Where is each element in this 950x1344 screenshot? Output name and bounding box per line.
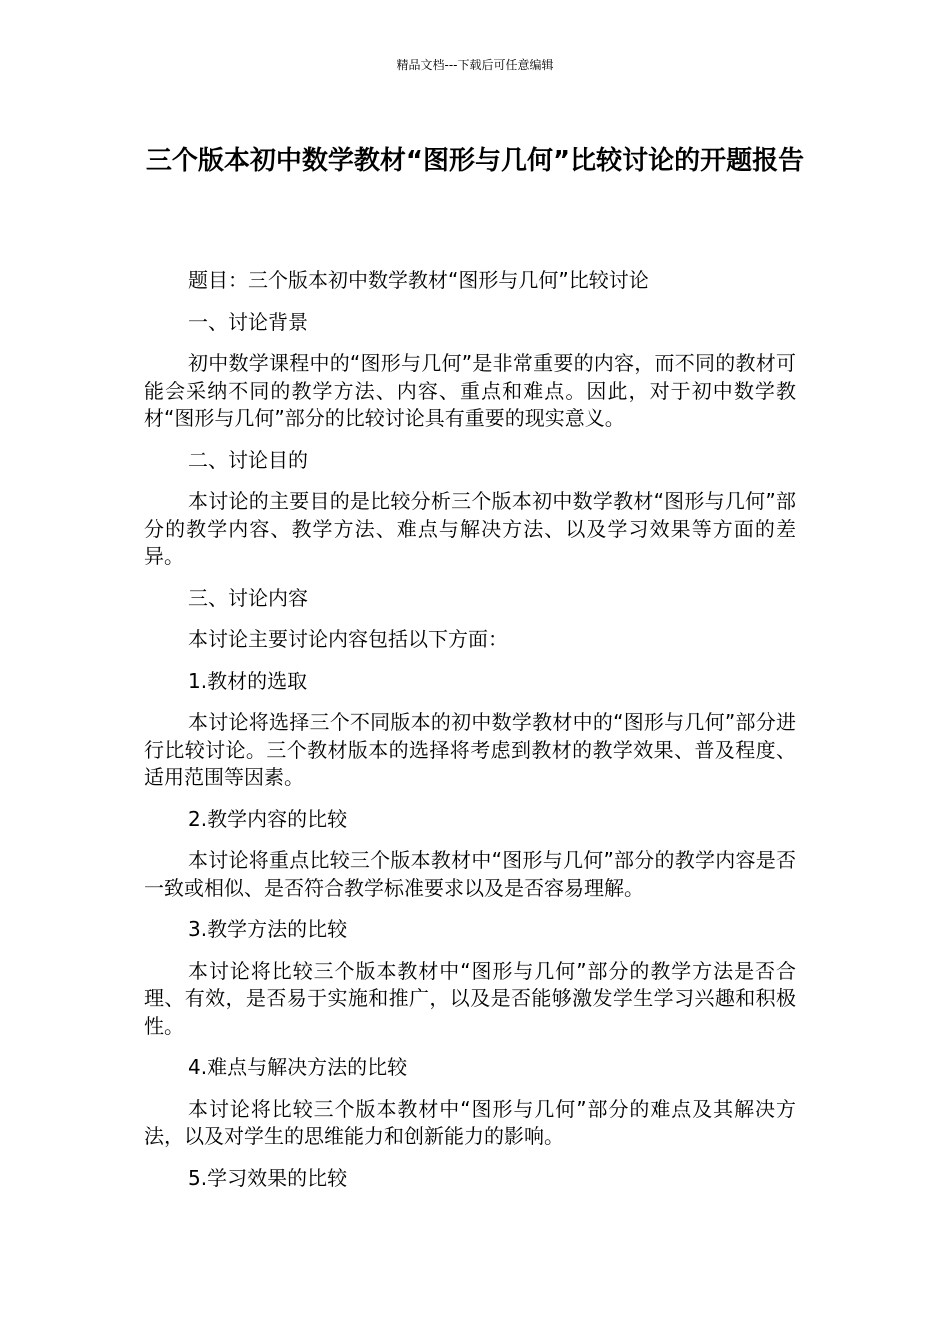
- paragraph-content-intro: 本讨论主要讨论内容包括以下方面：: [188, 627, 508, 651]
- subheading-teaching-methods: 3.教学方法的比较: [188, 917, 348, 941]
- document-title: 三个版本初中数学教材“图形与几何”比较讨论的开题报告: [145, 146, 805, 176]
- page-header-note: 精品文档---下载后可任意编辑: [396, 58, 554, 72]
- paragraph-background: 初中数学课程中的“图形与几何”是非常重要的内容，而不同的教材可能会采纳不同的教学方法、内容、重点和难点。因此，对于初中数学教材“图形与几何”部分的比较讨论具有重要的现实意义。: [144, 351, 796, 430]
- section-heading-purpose: 二、讨论目的: [188, 447, 308, 472]
- document-body: [144, 267, 796, 1206]
- paragraph-difficulties: 本讨论将比较三个版本教材中“图形与几何”部分的难点及其解决方法，以及对学生的思维能力和创新能力的影响。: [144, 1096, 796, 1148]
- paragraph-textbook-selection: 本讨论将选择三个不同版本的初中数学教材中的“图形与几何”部分进行比较讨论。三个教材版本的选择将考虑到教材的教学效果、普及程度、适用范围等因素。: [144, 710, 796, 789]
- paragraph-purpose: 本讨论的主要目的是比较分析三个版本初中数学教材“图形与几何”部分的教学内容、教学方法、难点与解决方法、以及学习效果等方面的差异。: [144, 489, 796, 568]
- paragraph-teaching-methods: 本讨论将比较三个版本教材中“图形与几何”部分的教学方法是否合理、有效，是否易于实施和推广，以及是否能够激发学生学习兴趣和积极性。: [144, 958, 796, 1038]
- section-heading-background: 一、讨论背景: [188, 309, 308, 334]
- subheading-teaching-content: 2.教学内容的比较: [188, 806, 348, 831]
- subheading-difficulties: 4.难点与解决方法的比较: [188, 1055, 408, 1079]
- subheading-textbook-selection: 1.教材的选取: [188, 668, 308, 693]
- subheading-learning-outcomes: 5.学习效果的比较: [188, 1165, 348, 1190]
- section-heading-content: 三、讨论内容: [188, 585, 308, 610]
- paragraph-teaching-content: 本讨论将重点比较三个版本教材中“图形与几何”部分的教学内容是否一致或相似、是否符合教学标准要求以及是否容易理解。: [144, 848, 796, 900]
- subject-line: 题目：三个版本初中数学教材“图形与几何”比较讨论: [188, 268, 649, 292]
